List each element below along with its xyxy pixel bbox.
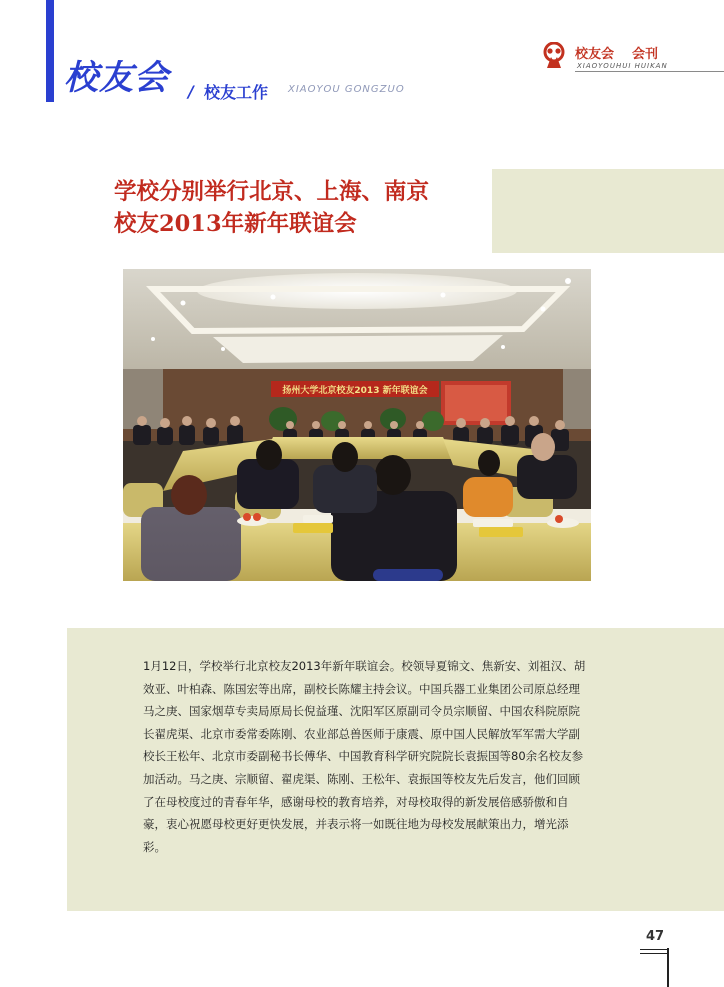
header-rule [575,71,724,72]
subsection-pinyin: XIAOYOU GONGZUO [288,84,405,95]
header-accent-bar [46,0,54,102]
brand-name: 校友会 [575,47,615,62]
page-corner-rule [640,949,667,950]
article-headline [114,176,494,240]
brand-journal-label: 会刊 [632,47,659,62]
page-number: 47 [646,929,665,944]
headline-line-1: 学校分别举行北京、上海、南京 [114,179,430,205]
article-body: 1月12日，学校举行北京校友2013年新年联谊会。校领导夏锦文、焦新安、刘祖汉、胡效亚、叶柏森、陈国宏等出席，副校长陈耀主持会议。中国兵器工业集团公司原总经理马之庚、国家烟草专卖局原局长倪益瑾、沈阳军区原副司令员宗顺留、中国农科院原院长翟虎渠、北京市委常委陈刚、农业部总兽医师于康震、原中国人民解放军军需大学副校长王松年、北京市委副秘书长傅华、中国教育科学研究院院长袁振国等80余名校友参加活动。马之庚、宗顺留、翟虎渠、陈刚、王松年、袁振国等校友先后发言，他们回顾了在母校度过的青春年华，感谢母校的教育培养，对母校取得的新发展倍感骄傲和自豪，衷心祝愿母校更好更快发展，并表示将一如既往地为母校发展献策出力，增光添彩。 [143,659,586,854]
alumni-logo-icon [541,42,567,70]
event-photo [123,269,591,581]
subsection-title: 校友工作 [204,83,269,102]
subsection-separator: / [188,82,194,101]
event-banner-text: 扬州大学北京校友2013 新年联谊会 [282,386,428,396]
section-title: 校友会 [64,58,169,98]
headline-line-2: 校友2013年新年联谊会 [114,211,357,237]
page-corner-rule [640,953,667,954]
brand-pinyin: XIAOYOUHUI HUIKAN [577,62,668,70]
page-corner-rule [667,948,669,987]
title-band [492,169,724,253]
